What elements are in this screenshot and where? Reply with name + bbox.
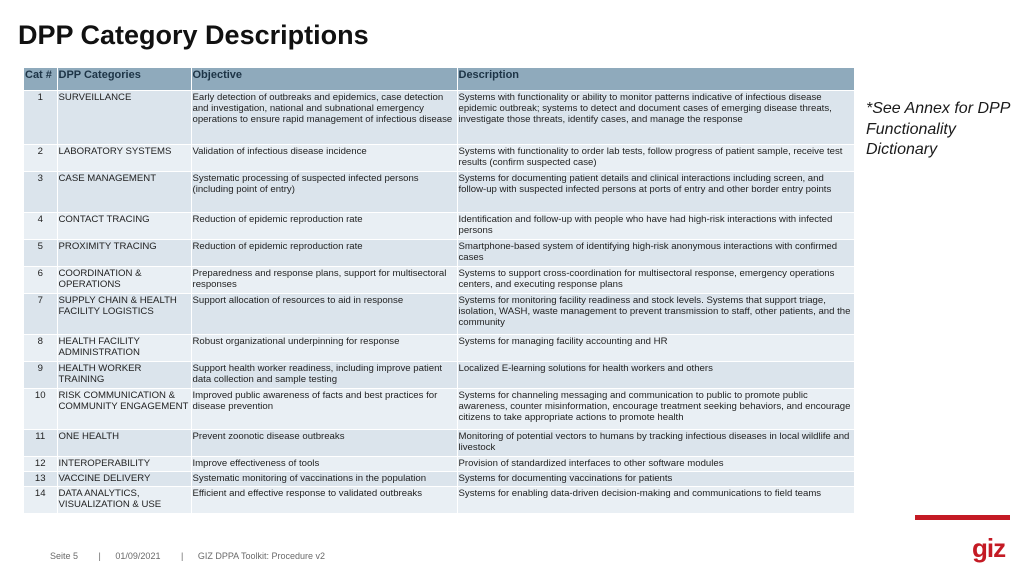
table-row (24, 267, 854, 294)
cell-description: Monitoring of potential vectors to humans by tracking infectious diseases in local wildlife and livestock (457, 430, 854, 457)
cell-description: Systems with functionality to order lab tests, follow progress of patient sample, receive test results (confirm suspected case) (457, 145, 854, 172)
table-row (24, 145, 854, 172)
cell-category: HEALTH WORKER TRAINING (57, 362, 191, 389)
cell-category: ONE HEALTH (57, 430, 191, 457)
table-row (24, 240, 854, 267)
cell-objective: Robust organizational underpinning for response (191, 335, 457, 362)
cell-objective: Validation of infectious disease incidence (191, 145, 457, 172)
cell-description: Systems for enabling data-driven decision-making and communications to field teams (457, 487, 854, 514)
cell-objective: Reduction of epidemic reproduction rate (191, 240, 457, 267)
cell-description: Systems to support cross-coordination for multisectoral response, emergency operations centers, and executing response plans (457, 267, 854, 294)
cell-objective: Support health worker readiness, including improve patient data collection and sample testing (191, 362, 457, 389)
header-description: Description (457, 68, 854, 91)
cell-category: CONTACT TRACING (57, 213, 191, 240)
cell-category: COORDINATION & OPERATIONS (57, 267, 191, 294)
cell-category: CASE MANAGEMENT (57, 172, 191, 213)
table-row (24, 457, 854, 472)
table-row (24, 430, 854, 457)
cell-cat-num: 10 (24, 389, 57, 430)
cell-objective: Preparedness and response plans, support for multisectoral responses (191, 267, 457, 294)
footer-separator: | (180, 551, 184, 561)
cell-cat-num: 12 (24, 457, 57, 472)
cell-objective: Prevent zoonotic disease outbreaks (191, 430, 457, 457)
cell-description: Identification and follow-up with people who have had high-risk interactions with infected persons (457, 213, 854, 240)
cell-category: RISK COMMUNICATION & COMMUNITY ENGAGEMENT (57, 389, 191, 430)
cell-cat-num: 14 (24, 487, 57, 514)
table-row (24, 213, 854, 240)
footer-date: 01/09/2021 (115, 551, 161, 561)
footer (50, 551, 325, 561)
cell-cat-num: 1 (24, 91, 57, 145)
cell-description: Systems for managing facility accounting and HR (457, 335, 854, 362)
footer-page: Seite 5 (50, 551, 79, 561)
cell-cat-num: 7 (24, 294, 57, 335)
cell-cat-num: 4 (24, 213, 57, 240)
cell-cat-num: 13 (24, 472, 57, 487)
table-row (24, 389, 854, 430)
header-cat-num: Cat # (24, 68, 57, 91)
table-row (24, 335, 854, 362)
cell-category: PROXIMITY TRACING (57, 240, 191, 267)
cell-objective: Systematic monitoring of vaccinations in the population (191, 472, 457, 487)
header-dpp-categories: DPP Categories (57, 68, 191, 91)
page-title: DPP Category Descriptions (18, 20, 369, 50)
footer-doc: GIZ DPPA Toolkit: Procedure v2 (197, 551, 326, 561)
cell-cat-num: 11 (24, 430, 57, 457)
cell-objective: Early detection of outbreaks and epidemics, case detection and investigation, national and subnational emergency operations to ensure rapid management of infectious disease (191, 91, 457, 145)
cell-category: INTEROPERABILITY (57, 457, 191, 472)
cell-category: LABORATORY SYSTEMS (57, 145, 191, 172)
cell-cat-num: 3 (24, 172, 57, 213)
cell-objective: Support allocation of resources to aid in response (191, 294, 457, 335)
accent-red-bar (915, 515, 1010, 520)
cell-objective: Improve effectiveness of tools (191, 457, 457, 472)
cell-description: Systems for monitoring facility readiness and stock levels. Systems that support triage, isolation, WASH, waste management to prevent transmission to staff, other patients, and the community (457, 294, 854, 335)
cell-description: Systems for documenting vaccinations for patients (457, 472, 854, 487)
cell-objective: Reduction of epidemic reproduction rate (191, 213, 457, 240)
cell-description: Systems with functionality or ability to monitor patterns indicative of infectious disease epidemic outbreak; systems to detect and document cases of emerging disease threats, investigate those threats, identify cases, and manage the response (457, 91, 854, 145)
table-header-row (24, 68, 854, 91)
table-row (24, 487, 854, 514)
cell-category: SUPPLY CHAIN & HEALTH FACILITY LOGISTICS (57, 294, 191, 335)
cell-cat-num: 9 (24, 362, 57, 389)
cell-description: Smartphone-based system of identifying high-risk anonymous interactions with confirmed cases (457, 240, 854, 267)
cell-objective: Systematic processing of suspected infected persons (including point of entry) (191, 172, 457, 213)
cell-description: Systems for documenting patient details and clinical interactions including screen, and follow-up with suspected infected persons at ports of entry and other border entry points (457, 172, 854, 213)
table-row (24, 91, 854, 145)
cell-description: Provision of standardized interfaces to other software modules (457, 457, 854, 472)
cell-category: HEALTH FACILITY ADMINISTRATION (57, 335, 191, 362)
cell-cat-num: 8 (24, 335, 57, 362)
table-row (24, 172, 854, 213)
cell-category: SURVEILLANCE (57, 91, 191, 145)
giz-logo: giz (972, 533, 1006, 563)
annex-note: *See Annex for DPP Functionality Dictionary (866, 100, 1010, 158)
table-row (24, 362, 854, 389)
cell-category: VACCINE DELIVERY (57, 472, 191, 487)
dpp-category-table (24, 68, 855, 514)
cell-cat-num: 6 (24, 267, 57, 294)
cell-cat-num: 5 (24, 240, 57, 267)
cell-description: Systems for channeling messaging and communication to public to promote public awareness, counter misinformation, encourage treatment seeking behaviors, and encourage citizens to take appropriate actions to promote health (457, 389, 854, 430)
header-objective: Objective (191, 68, 457, 91)
footer-separator: | (98, 551, 101, 561)
cell-description: Localized E-learning solutions for health workers and others (457, 362, 854, 389)
cell-objective: Efficient and effective response to validated outbreaks (191, 487, 457, 514)
cell-cat-num: 2 (24, 145, 57, 172)
table-row (24, 294, 854, 335)
cell-category: DATA ANALYTICS, VISUALIZATION & USE (57, 487, 191, 514)
cell-objective: Improved public awareness of facts and best practices for disease prevention (191, 389, 457, 430)
table-row (24, 472, 854, 487)
